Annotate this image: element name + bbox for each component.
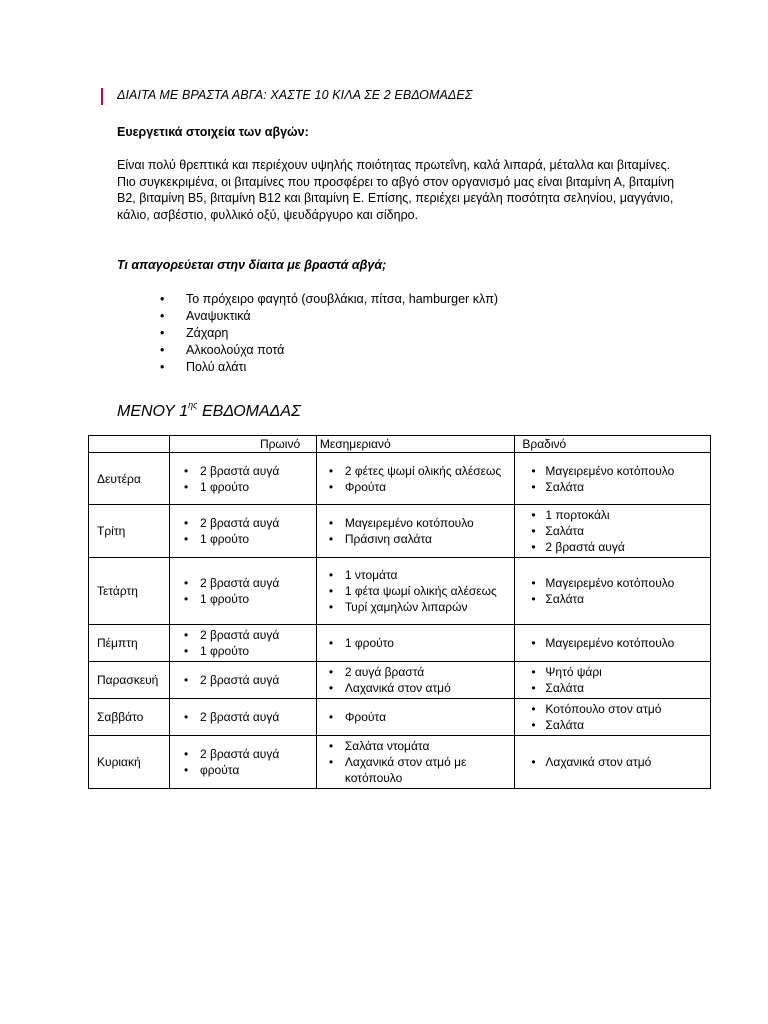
dinner-list (515, 461, 710, 497)
meal-item: • φρούτα (170, 762, 312, 778)
header-dinner: Βραδινό (515, 436, 711, 453)
meal-item: • 1 φρούτο (170, 643, 312, 659)
lunch-list (317, 662, 515, 698)
breakfast-cell (169, 558, 316, 625)
meal-item: • 2 βραστά αυγά (170, 709, 312, 725)
meal-item: • 1 πορτοκάλι (515, 507, 706, 523)
day-cell: Τετάρτη (89, 558, 170, 625)
dinner-list (515, 505, 710, 557)
dinner-list (515, 662, 710, 698)
lunch-list (317, 461, 515, 497)
table-row (89, 505, 711, 558)
table-row (89, 558, 711, 625)
menu-heading (117, 400, 301, 421)
lunch-cell (316, 453, 515, 505)
meal-item: • Σαλάτα (515, 680, 706, 696)
meal-item: • Λαχανικά στον ατμό (515, 754, 706, 770)
forbidden-list (160, 291, 498, 376)
breakfast-list (170, 625, 316, 661)
meal-item: • Κοτόπουλο στον ατμό (515, 701, 706, 717)
dinner-cell (515, 625, 711, 662)
dinner-list (515, 633, 710, 653)
lunch-cell (316, 699, 515, 736)
day-cell: Παρασκευή (89, 662, 170, 699)
forbidden-item: • Το πρόχειρο φαγητό (σουβλάκια, πίτσα, hamburger κλπ) (160, 291, 498, 308)
table-row (89, 736, 711, 789)
lunch-list (317, 513, 515, 549)
lunch-list (317, 736, 515, 788)
meal-item: • Φρούτα (317, 479, 511, 495)
meal-item: • Σαλάτα (515, 591, 706, 607)
meal-item: • Σαλάτα (515, 479, 706, 495)
lunch-cell (316, 736, 515, 789)
meal-item: • Σαλάτα ντομάτα (317, 738, 511, 754)
table-row (89, 699, 711, 736)
breakfast-cell (169, 662, 316, 699)
meal-item: • Μαγειρεμένο κοτόπουλο (515, 575, 706, 591)
breakfast-list (170, 744, 316, 780)
forbidden-item: • Πολύ αλάτι (160, 359, 498, 376)
dinner-cell (515, 505, 711, 558)
forbidden-item: • Ζάχαρη (160, 325, 498, 342)
menu-heading-main: ΜΕΝΟΥ 1 (117, 403, 189, 420)
lunch-cell (316, 558, 515, 625)
meal-item: • 2 βραστά αυγά (170, 746, 312, 762)
lunch-cell (316, 662, 515, 699)
meal-item: • Τυρί χαμηλών λιπαρών (317, 599, 511, 615)
forbidden-item: • Αλκοολούχα ποτά (160, 342, 498, 359)
table-row (89, 625, 711, 662)
breakfast-list (170, 670, 316, 690)
breakfast-cell (169, 453, 316, 505)
forbidden-heading: Τι απαγορεύεται στην δίαιτα με βραστά αβγά; (117, 258, 387, 272)
lunch-list (317, 707, 515, 727)
meal-item: • 1 φρούτο (170, 591, 312, 607)
table-header-row (89, 436, 711, 453)
breakfast-cell (169, 505, 316, 558)
day-cell: Δευτέρα (89, 453, 170, 505)
benefits-heading: Ευεργετικά στοιχεία των αβγών: (117, 125, 309, 139)
dinner-cell (515, 662, 711, 699)
weekly-menu-table (88, 435, 711, 789)
meal-item: • Μαγειρεμένο κοτόπουλο (317, 515, 511, 531)
dinner-list (515, 573, 710, 609)
meal-item: • 2 βραστά αυγά (170, 463, 312, 479)
meal-item: • 2 βραστά αυγά (170, 627, 312, 643)
meal-item: • Ψητό ψάρι (515, 664, 706, 680)
meal-item: • 1 φρούτο (170, 531, 312, 547)
day-cell: Τρίτη (89, 505, 170, 558)
meal-item: • 2 φέτες ψωμί ολικής αλέσεως (317, 463, 511, 479)
breakfast-list (170, 513, 316, 549)
breakfast-cell (169, 736, 316, 789)
day-cell: Κυριακή (89, 736, 170, 789)
table-row (89, 662, 711, 699)
lunch-list (317, 565, 515, 617)
table-row (89, 453, 711, 505)
lunch-cell (316, 505, 515, 558)
meal-item: • 2 βραστά αυγά (515, 539, 706, 555)
breakfast-cell (169, 625, 316, 662)
meal-item: • 2 βραστά αυγά (170, 515, 312, 531)
dinner-cell (515, 699, 711, 736)
meal-item: • Σαλάτα (515, 717, 706, 733)
menu-heading-suffix: ΕΒΔΟΜΑΔΑΣ (201, 403, 301, 420)
lunch-list (317, 633, 515, 653)
dinner-cell (515, 453, 711, 505)
meal-item: • 2 βραστά αυγά (170, 672, 312, 688)
forbidden-item: • Αναψυκτικά (160, 308, 498, 325)
meal-item: • 1 φέτα ψωμί ολικής αλέσεως (317, 583, 511, 599)
meal-item: • Πράσινη σαλάτα (317, 531, 511, 547)
lunch-cell (316, 625, 515, 662)
meal-item: • Λαχανικά στον ατμό (317, 680, 511, 696)
dinner-list (515, 699, 710, 735)
meal-item: • 2 αυγά βραστά (317, 664, 511, 680)
header-breakfast: Πρωινό (169, 436, 316, 453)
dinner-cell (515, 558, 711, 625)
dinner-cell (515, 736, 711, 789)
meal-item: • Μαγειρεμένο κοτόπουλο (515, 635, 706, 651)
meal-item: • Σαλάτα (515, 523, 706, 539)
meal-item: • Φρούτα (317, 709, 511, 725)
day-cell: Πέμπτη (89, 625, 170, 662)
meal-item: • Λαχανικά στον ατμό με κοτόπουλο (317, 754, 511, 786)
header-empty (89, 436, 170, 453)
header-lunch: Μεσημεριανό (316, 436, 515, 453)
meal-item: • 2 βραστά αυγά (170, 575, 312, 591)
benefits-paragraph: Είναι πολύ θρεπτικά και περιέχουν υψηλής ποιότητας πρωτεΐνη, καλά λιπαρά, μέταλλα και βιταμίνες. Πιο συγκεκριμένα, οι βιταμίνες που προσφέρει το αβγό στον οργανισμό μας είναι βιταμίνη Α, βιταμίνη Β2, βιταμίνη Β5, βιταμίνη Β12 και βιταμίνη Ε. Επίσης, περιέχει μεγάλη ποσότητα σεληνίου, μαγγάνιο, κάλιο, ασβέστιο, φυλλικό οξύ, ψευδάργυρο και σίδηρο. (117, 158, 675, 222)
meal-item: • 1 φρούτο (317, 635, 511, 651)
day-cell: Σαββάτο (89, 699, 170, 736)
meal-item: • Μαγειρεμένο κοτόπουλο (515, 463, 706, 479)
document-title: ΔΙΑΙΤΑ ΜΕ ΒΡΑΣΤΑ ΑΒΓΑ: ΧΑΣΤΕ 10 ΚΙΛΑ ΣΕ 2 ΕΒΔΟΜΑΔΕΣ (117, 88, 473, 102)
breakfast-list (170, 461, 316, 497)
title-accent-bar (101, 88, 103, 105)
breakfast-cell (169, 699, 316, 736)
meal-item: • 1 φρούτο (170, 479, 312, 495)
breakfast-list (170, 707, 316, 727)
breakfast-list (170, 573, 316, 609)
table-body (89, 453, 711, 789)
menu-heading-superscript: ης (188, 400, 198, 410)
dinner-list (515, 752, 710, 772)
meal-item: • 1 ντομάτα (317, 567, 511, 583)
